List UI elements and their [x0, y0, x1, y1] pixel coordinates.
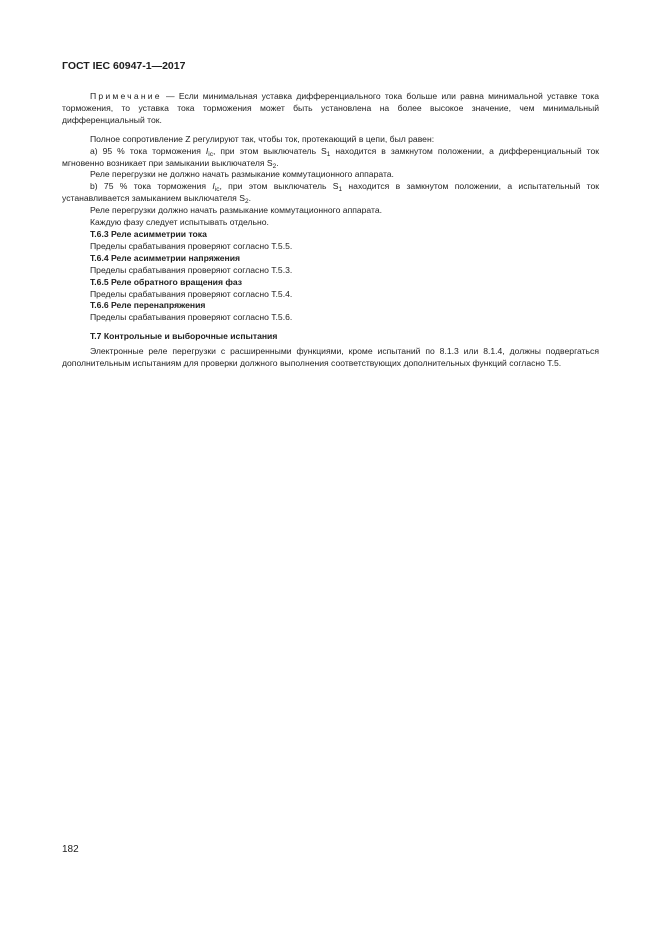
page-content	[62, 91, 599, 370]
t7-text: Электронные реле перегрузки с расширенными функциями, кроме испытаний по 8.1.3 или 8.1.4, должны подвергаться дополнительным испытаниям для проверки должного выполнения соответствующих дополнительных функций согласно Т.5.	[62, 346, 599, 369]
section-text: Пределы срабатывания проверяют согласно Т.5.4.	[90, 288, 293, 299]
item-a-result: Реле перегрузки не должно начать размыкание коммутационного аппарата.	[90, 169, 394, 180]
note-label: Примечание	[90, 91, 162, 101]
subscript: 2	[244, 198, 249, 206]
note-paragraph	[62, 91, 599, 127]
item-a-text: находится в замкнутом положении, а дифференциальный ток мгновенно возникает при замыкании выключателя S	[62, 145, 600, 168]
subscript: 2	[272, 162, 277, 170]
each-phase-text: Каждую фазу следует испытывать отдельно.	[90, 217, 269, 228]
t7-heading: Т.7 Контрольные и выборочные испытания	[90, 331, 278, 342]
page-number: 182	[62, 844, 79, 855]
item-b-text: , при этом выключатель S	[219, 181, 339, 192]
section-heading: Т.6.5 Реле обратного вращения фаз	[90, 276, 243, 287]
symbol-sub: ic	[208, 150, 213, 158]
section-heading: Т.6.4 Реле асимметрии напряжения	[90, 252, 241, 263]
item-b	[62, 181, 599, 205]
item-a	[62, 146, 599, 170]
item-b-text: .	[248, 193, 251, 204]
document-header: ГОСТ IEC 60947-1—2017	[62, 60, 186, 72]
item-a-text: , при этом выключатель S	[212, 145, 327, 156]
intro-paragraph: Полное сопротивление Z регулируют так, чтобы ток, протекающий в цепи, был равен:	[90, 133, 435, 144]
symbol-i: I	[205, 145, 209, 156]
item-b-result: Реле перегрузки должно начать размыкание коммутационного аппарата.	[90, 205, 383, 216]
section-text: Пределы срабатывания проверяют согласно Т.5.3.	[90, 264, 293, 275]
section-heading: Т.6.6 Реле перенапряжения	[90, 300, 206, 311]
subscript: 1	[326, 150, 331, 158]
section-text: Пределы срабатывания проверяют согласно Т.5.5.	[90, 240, 293, 251]
symbol-sub: ic	[214, 186, 220, 194]
item-a-text: а) 95 % тока торможения	[90, 145, 206, 156]
section-text: Пределы срабатывания проверяют согласно Т.5.6.	[90, 312, 293, 323]
note-text: — Если минимальная уставка дифференциального тока больше или равна минимальной уставке тока торможения, то уставка тока торможения может быть установлена на более высокое значение, чем минимальный дифференциальный ток.	[62, 91, 599, 125]
item-a-text: .	[276, 157, 279, 168]
symbol-i: I	[212, 181, 215, 192]
section-heading: Т.6.3 Реле асимметрии тока	[90, 228, 207, 239]
item-b-text: находится в замкнутом положении, а испытательный ток устанавливается замыканием выключателя S	[62, 181, 599, 204]
subscript: 1	[338, 186, 343, 194]
item-b-text: b) 75 % тока торможения	[90, 181, 213, 192]
